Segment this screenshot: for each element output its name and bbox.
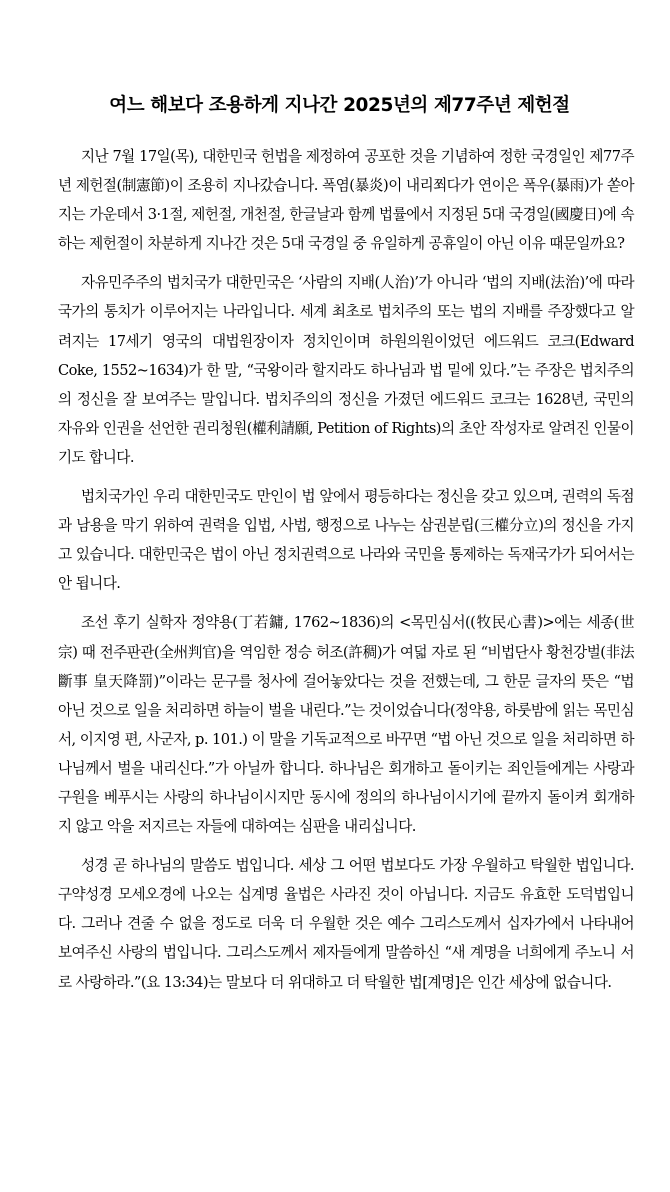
document-title: 여느 해보다 조용하게 지나간 2025년의 제77주년 제헌절 bbox=[109, 95, 570, 116]
paragraph-1: 지난 7월 17일(목), 대한민국 헌법을 제정하여 공포한 것을 기념하여 정한 국경일인 제77주년 제헌절(制憲節)이 조용히 지나갔습니다. 폭염(暴炎)이 내리쬐다가 연이은 폭우(暴雨)가 쏟아지는 가운데서 3·1절, 제헌절, 개천절, 한글날과 함께 법률에서 지정된 5대 국경일(國慶日)에 속하는 제헌절이 차분하게 지나간 것은 5대 국경일 중 유일하게 공휴일이 아닌 이유 때문일까요? bbox=[58, 148, 634, 253]
paragraph-2: 자유민주주의 법치국가 대한민국은 ‘사람의 지배(人治)’가 아니라 ‘법의 지배(法治)’에 따라 국가의 통치가 이루어지는 나라입니다. 세계 최초로 법치주의 또는 법의 지배를 주장했다고 알려지는 17세기 영국의 대법원장이자 정치인이며 하원의원이었던 에드워드 코크(Edward Coke, 1552~1634)가 한 말, “국왕이라 할지라도 하나님과 법 밑에 있다.”는 주장은 법치주의의 정신을 잘 보여주는 말입니다. 법치주의의 정신을 가졌던 에드워드 코크는 1628년, 국민의 자유와 인권을 선언한 권리청원(權利請願, Petition of Rights)의 초안 작성자로 알려진 인물이기도 합니다. bbox=[58, 274, 634, 466]
paragraph-5: 성경 곧 하나님의 말씀도 법입니다. 세상 그 어떤 법보다도 가장 우월하고 탁월한 법입니다. 구약성경 모세오경에 나오는 십계명 율법은 사라진 것이 아닙니다. 지금도 유효한 도덕법입니다. 그러나 견줄 수 없을 정도로 더욱 더 우월한 것은 예수 그리스도께서 십자가에서 나타내어 보여주신 사랑의 법입니다. 그리스도께서 제자들에게 말씀하신 “새 계명을 너희에게 주노니 서로 사랑하라.”(요 13:34)는 말보다 더 위대하고 더 탁월한 법[계명]은 인간 세상에 없습니다. bbox=[58, 857, 634, 991]
paragraph-4: 조선 후기 실학자 정약용(丁若鏞, 1762~1836)의 <목민심서((牧民心書)>에는 세종(世宗) 때 전주판관(全州判官)을 역임한 정승 허조(許稠)가 여덟 자로 된 “비법단사 황천강벌(非法斷事 皇天降罰)”이라는 문구를 청사에 걸어놓았다는 것을 전했는데, 그 한문 글자의 뜻은 “법 아닌 것으로 일을 처리하면 하늘이 벌을 내린다.”는 것이었습니다(정약용, 하룻밤에 읽는 목민심서, 이지영 편, 사군자, p. 101.) 이 말을 기독교적으로 바꾸면 “법 아닌 것으로 일을 처리하면 하나님께서 벌을 내리신다.”가 아닐까 합니다. 하나님은 회개하고 돌이키는 죄인들에게는 사랑과 구원을 베푸시는 사랑의 하나님이시지만 동시에 정의의 하나님이시기에 끝까지 돌이켜 회개하지 않고 악을 저지르는 자들에 대하여는 심판을 내리십니다. bbox=[58, 614, 634, 836]
paragraph-3: 법치국가인 우리 대한민국도 만인이 법 앞에서 평등하다는 정신을 갖고 있으며, 권력의 독점과 남용을 막기 위하여 권력을 입법, 사법, 행정으로 나누는 삼권분립(三權分立)의 정신을 가지고 있습니다. 대한민국은 법이 아닌 정치권력으로 나라와 국민을 통제하는 독재국가가 되어서는 안 됩니다. bbox=[58, 488, 634, 593]
document-body bbox=[58, 142, 634, 997]
